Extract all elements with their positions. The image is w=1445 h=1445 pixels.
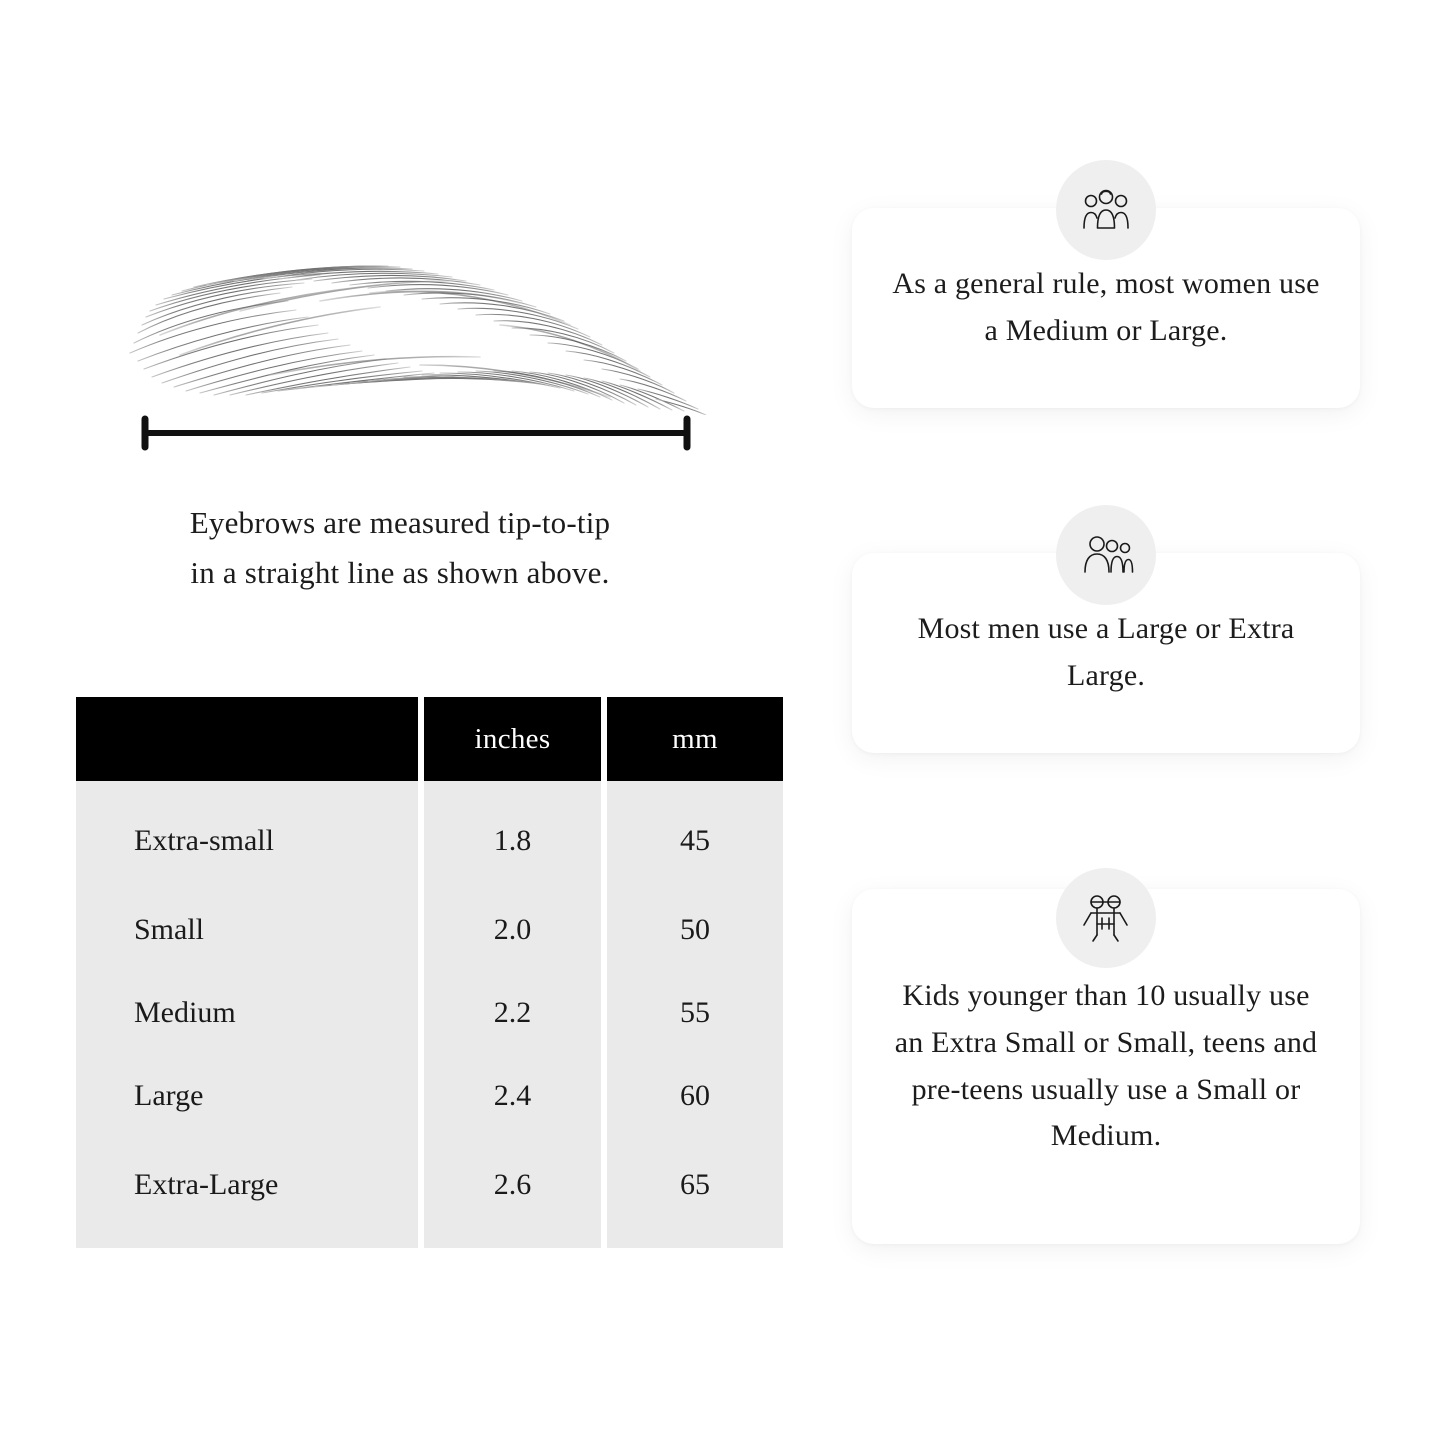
right-column: [800, 0, 1445, 1445]
cell-mm: 45: [607, 781, 783, 888]
note-text: Kids younger than 10 usually use an Extra Small or Small, teens and pre-teens usually use a Small or Medium.: [894, 978, 1318, 1153]
men-group-icon: [1056, 505, 1156, 605]
caption-line-1: Eyebrows are measured tip-to-tip: [189, 505, 611, 540]
cell-inches: 2.6: [424, 1137, 601, 1248]
cell-size: Extra-small: [76, 781, 418, 888]
table-header-row: [76, 697, 783, 781]
size-chart-table: [70, 697, 789, 1248]
cell-inches: 2.4: [424, 1054, 601, 1137]
cell-mm: 65: [607, 1137, 783, 1248]
cell-inches: 1.8: [424, 781, 601, 888]
eyebrow-illustration-icon: [120, 215, 720, 415]
cell-size: Large: [76, 1054, 418, 1137]
table-row: [76, 1054, 783, 1137]
cell-size: Medium: [76, 971, 418, 1054]
table-header: [76, 697, 783, 781]
women-group-icon: [1056, 160, 1156, 260]
cell-inches: 2.0: [424, 888, 601, 971]
table-row: [76, 1137, 783, 1248]
cell-size: Extra-Large: [76, 1137, 418, 1248]
note-text: Most men use a Large or Extra Large.: [917, 612, 1295, 692]
column-header-size: [76, 697, 418, 781]
kids-group-icon: [1056, 868, 1156, 968]
table-row: [76, 781, 783, 888]
cell-mm: 50: [607, 888, 783, 971]
cell-mm: 55: [607, 971, 783, 1054]
note-text: As a general rule, most women use a Medium or Large.: [892, 267, 1320, 347]
column-header-inches: inches: [424, 697, 601, 781]
cell-mm: 60: [607, 1054, 783, 1137]
cell-size: Small: [76, 888, 418, 971]
table-row: [76, 971, 783, 1054]
measurement-ruler-icon: [140, 415, 692, 451]
cell-inches: 2.2: [424, 971, 601, 1054]
column-header-mm: mm: [607, 697, 783, 781]
table-body: [76, 781, 783, 1248]
measurement-caption: [70, 498, 730, 598]
table-row: [76, 888, 783, 971]
caption-line-2: in a straight line as shown above.: [190, 555, 610, 591]
